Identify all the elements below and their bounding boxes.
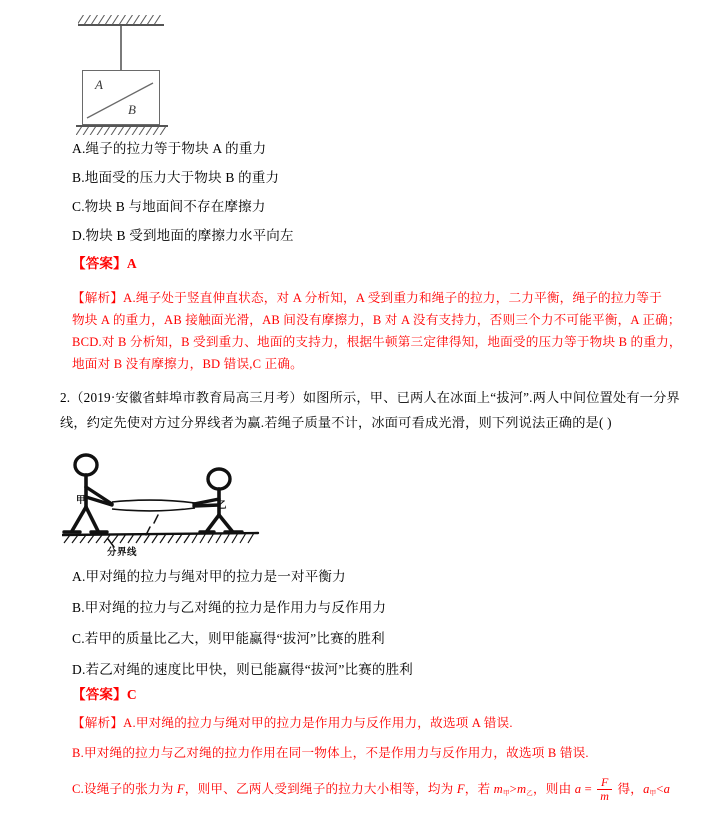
- q2-stem-line-1: 2.（2019·安徽省蚌埠市教育局高三月考）如图所示，甲、已两人在冰面上“拔河”.两人中间位置处有一分界: [60, 390, 680, 405]
- formula-mid-4: 得，: [617, 782, 644, 796]
- symbol-a-acceleration: a: [574, 782, 582, 796]
- q1-analysis-line-3: BCD.对 B 分析知，B 受到重力、地面的支持力，根据牛顿第三定律得知，地面受的压力等于物块 B 的重力，: [72, 335, 682, 349]
- block-container: [82, 70, 160, 125]
- figure2-label-dividing-line: 分界线: [107, 547, 138, 558]
- q2-answer-value: C: [126, 687, 137, 702]
- q1-option-c: C.物块 B 与地面间不存在摩擦力: [72, 199, 266, 214]
- fraction-numerator: F: [600, 775, 609, 789]
- q1-answer-value: A: [126, 256, 137, 271]
- tug-of-war-figure: [62, 447, 324, 563]
- subscript-yi-m: 乙: [526, 790, 533, 797]
- q1-answer-line: [72, 256, 137, 272]
- figure2-label-right: 乙: [217, 500, 227, 511]
- symbol-F-tension: F: [176, 782, 185, 796]
- q2-answer-label: 【答案】: [72, 687, 127, 702]
- q2-stem-line-2: 线，约定先使对方过分界线者为赢.若绳子质量不计，冰面可看成光滑，则下列说法正确的是( ): [60, 415, 612, 430]
- operator-equals: =: [584, 782, 592, 796]
- operator-greater-than: >: [509, 782, 517, 796]
- q1-option-a: A.绳子的拉力等于物块 A 的重力: [72, 141, 267, 156]
- q2-analysis-line-2: B.甲对绳的拉力与乙对绳的拉力作用在同一物体上，不是作用力与反作用力，故选项 B 错误.: [72, 746, 589, 760]
- formula-prefix: C.设绳子的张力为: [72, 782, 174, 796]
- q1-option-b: B.地面受的压力大于物块 B 的重力: [72, 170, 280, 185]
- ground-hatching-icon: [76, 127, 168, 135]
- symbol-m-jia: m: [493, 782, 503, 796]
- fraction-F-over-m: [597, 776, 612, 802]
- block-a-label: A: [95, 77, 103, 92]
- symbol-m-yi: m: [516, 782, 527, 796]
- rope-line: [120, 26, 122, 71]
- q2-analysis-line-1: 【解析】A.甲对绳的拉力与绳对甲的拉力是作用力与反作用力，故选项 A 错误.: [72, 716, 513, 730]
- q2-answer-line: [72, 687, 137, 703]
- subscript-jia-a: 甲: [649, 790, 657, 797]
- hanging-blocks-figure: [60, 6, 260, 128]
- q2-analysis-formula-line: [72, 776, 670, 802]
- ceiling-hatching-icon: [78, 15, 164, 24]
- formula-mid-1: ，则甲、乙两人受到绳子的拉力大小相等，均为: [184, 782, 454, 796]
- q2-option-a: A.甲对绳的拉力与绳对甲的拉力是一对平衡力: [72, 569, 346, 584]
- q1-analysis-line-4: 地面对 B 没有摩擦力，BD 错误,C 正确。: [72, 357, 303, 371]
- formula-mid-2: ，若: [464, 782, 491, 796]
- q2-option-b: B.甲对绳的拉力与乙对绳的拉力是作用力与反作用力: [72, 600, 387, 615]
- q1-analysis-line-2: 物块 A 的重力，AB 接触面光滑，AB 间没有摩擦力，B 对 A 没有支持力，否则三个力不可能平衡，A 正确；: [72, 313, 681, 327]
- symbol-a-yi: a: [663, 782, 671, 796]
- fraction-denominator: m: [597, 789, 612, 803]
- q2-option-d: D.若乙对绳的速度比甲快，则已能赢得“拔河”比赛的胜利: [72, 662, 414, 677]
- symbol-F-equal: F: [456, 782, 465, 796]
- block-b-label: B: [128, 102, 136, 117]
- q1-analysis-line-1: 【解析】A.绳子处于竖直伸直状态，对 A 分析知，A 受到重力和绳子的拉力，二力平衡，绳子的拉力等于: [72, 291, 663, 305]
- q2-option-c: C.若甲的质量比乙大，则甲能赢得“拔河”比赛的胜利: [72, 631, 385, 646]
- symbol-a-jia: a: [643, 782, 650, 796]
- subscript-jia-m: 甲: [502, 790, 510, 797]
- operator-less-than: <: [656, 782, 664, 796]
- formula-mid-3: ，则由: [532, 782, 572, 796]
- tug-of-war-drawing: [62, 447, 324, 563]
- figure2-label-left: 甲: [76, 495, 86, 506]
- q1-answer-label: 【答案】: [72, 256, 127, 271]
- q1-option-d: D.物块 B 受到地面的摩擦力水平向左: [72, 228, 294, 243]
